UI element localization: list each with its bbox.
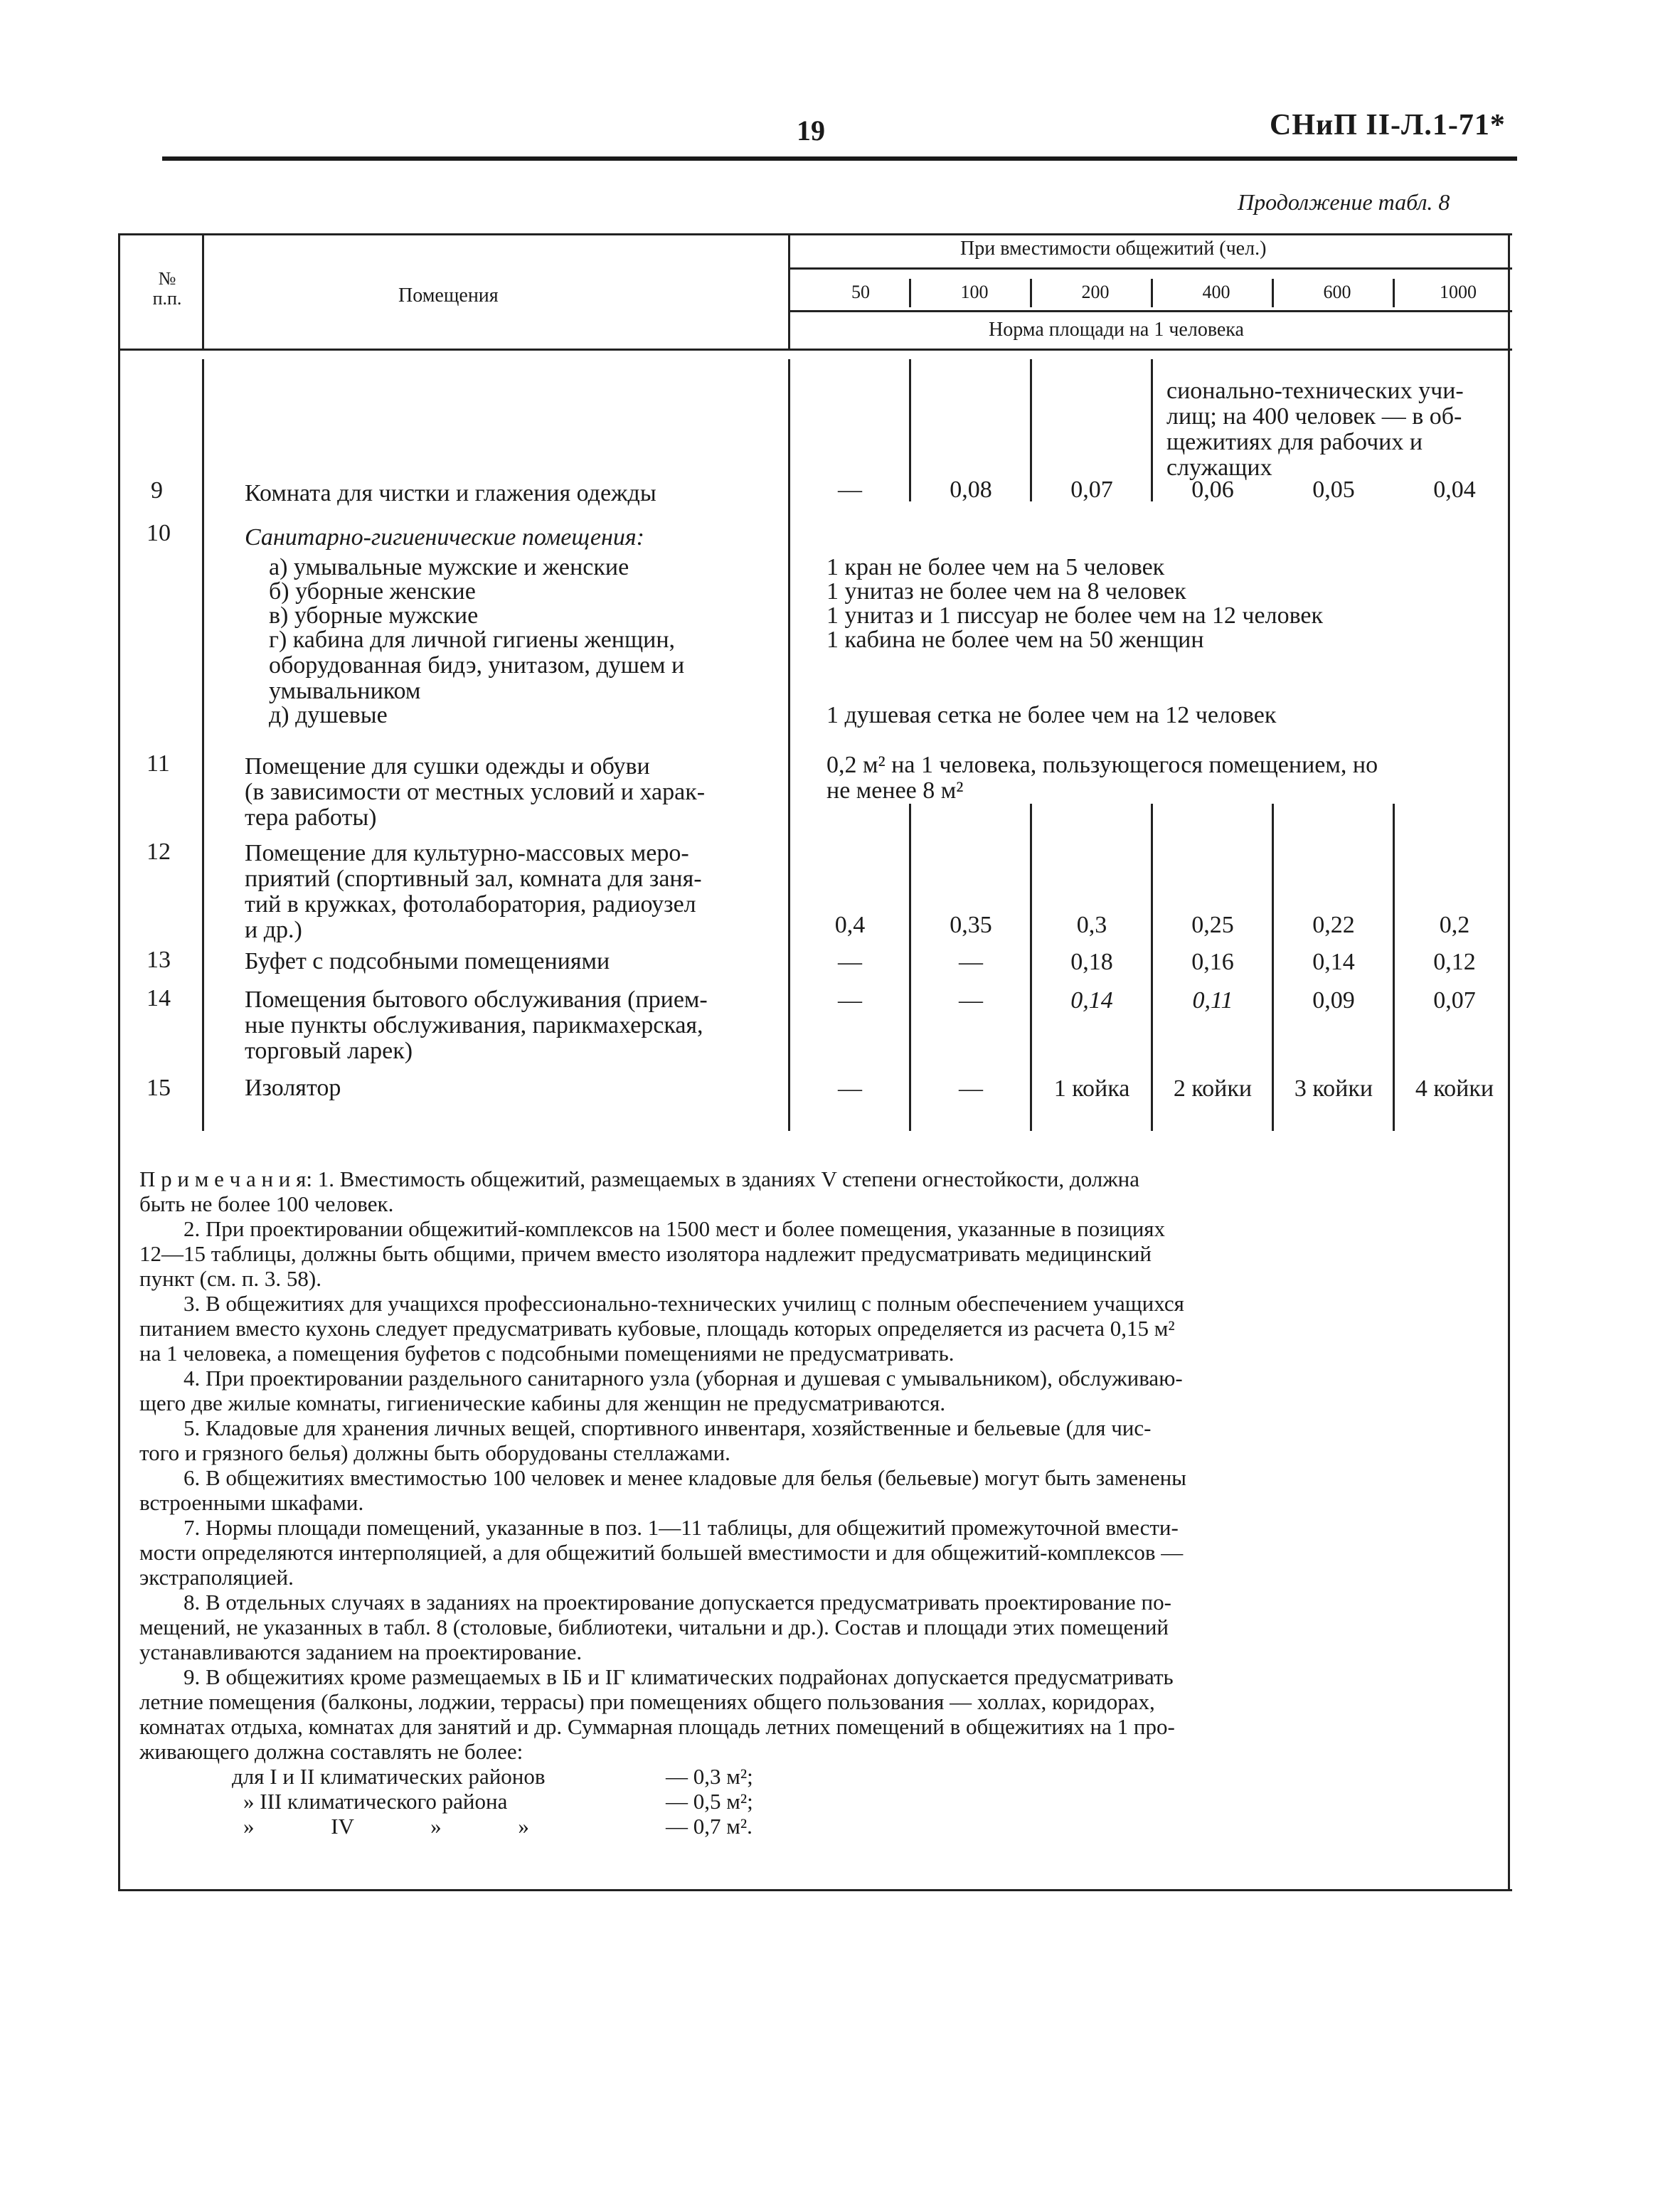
row-10a-norm: 1 кран не более чем на 5 человек: [826, 554, 1165, 580]
row-12-val-50: 0,4: [834, 912, 866, 938]
col-rooms-header: Помещения: [398, 285, 499, 307]
col-sep-num-head: [202, 235, 204, 349]
note-line: 2. При проектировании общежитий-комплексов на 1500 мест и более помещения, указанные в позициях: [184, 1216, 1166, 1241]
row-11-name: Помещение для сушки одежды и обуви (в зависимости от местных условий и харак- тера работы): [245, 753, 706, 831]
note-line: мости определяются интерполяцией, а для общежитий большей вместимости и для общежитий-комплексов —: [139, 1540, 1184, 1565]
note-line: экстраполяцией.: [139, 1565, 294, 1590]
row-13-val-100: —: [959, 949, 983, 975]
note-line: пункт (см. п. 3. 58).: [139, 1266, 321, 1291]
row-13-val-50: —: [838, 949, 862, 975]
note-line: живающего должна составлять не более:: [139, 1739, 523, 1764]
row-10-number: 10: [147, 520, 171, 546]
note-line: быть не более 100 человек.: [139, 1191, 394, 1216]
row-14-val-100: —: [959, 987, 983, 1014]
row-14-number: 14: [147, 985, 171, 1011]
row-15-number: 15: [147, 1075, 171, 1101]
note-line: того и грязного белья) должны быть оборудованы стеллажами.: [139, 1440, 730, 1465]
row-10d-label: г) кабина для личной гигиены женщин, оборудованная бидэ, унитазом, душем и умывальником: [269, 627, 685, 704]
row-14-val-200: 0,14: [1070, 987, 1113, 1014]
note-line: устанавливаются заданием на проектирование.: [139, 1639, 583, 1664]
row-15-val-100: —: [959, 1075, 983, 1102]
row-9-val-100: 0,08: [950, 477, 992, 503]
cap-sep-4: [1272, 279, 1274, 307]
carry-over-text: сионально-технических учи- лищ; на 400 человек — в об- щежитиях для рабочих и служащих: [1166, 378, 1464, 481]
row-10-name: Санитарно-гигиенические помещения:: [245, 524, 644, 551]
row-14-val-50: —: [838, 987, 862, 1014]
note-line: 4. При проектировании раздельного санитарного узла (уборная и душевая с умывальником), обслуживаю-: [184, 1366, 1183, 1391]
row-15-val-400: 2 койки: [1173, 1075, 1253, 1102]
row-14-name: Помещения бытового обслуживания (прием- ные пункты обслуживания, парикмахерская, торговый ларек): [245, 987, 708, 1064]
row-13-val-1000: 0,12: [1433, 949, 1476, 975]
note-line: на 1 человека, а помещения буфетов с подсобными помещениями не предусматривать.: [139, 1341, 955, 1366]
row-9-val-50: —: [838, 477, 862, 503]
col-sep-rooms: [788, 359, 790, 1131]
row-15-val-200: 1 койка: [1053, 1075, 1130, 1102]
cap-sep-3: [1151, 279, 1153, 307]
row-10c-norm: 1 унитаз и 1 писсуар не более чем на 12 человек: [826, 602, 1324, 629]
note-line: П р и м е ч а н и я: 1. Вместимость общежитий, размещаемых в зданиях V степени огнестойкости, должна: [139, 1166, 1140, 1191]
cap-sep-2: [1030, 279, 1032, 307]
row-9-val-600: 0,05: [1312, 477, 1355, 503]
row-10a-label: а) умывальные мужские и женские: [269, 554, 629, 580]
capacity-200: 200: [1081, 282, 1110, 302]
row-12-val-200: 0,3: [1076, 912, 1107, 938]
note-line: 6. В общежитиях вместимостью 100 человек и менее кладовые для белья (бельевые) могут быть заменены: [184, 1465, 1187, 1490]
note-line: питанием вместо кухонь следует предусматривать кубовые, площадь которых определяется из расчета 0,15 м²: [139, 1316, 1175, 1341]
header-rule: [162, 156, 1517, 161]
col-number-header: № п.п.: [152, 268, 182, 309]
col-sep-rooms-head: [788, 235, 790, 349]
capacity-50: 50: [851, 282, 870, 302]
row-14-val-1000: 0,07: [1433, 987, 1476, 1014]
row-13-number: 13: [147, 947, 171, 973]
row-12-number: 12: [147, 839, 171, 865]
row-15-name: Изолятор: [245, 1075, 341, 1101]
note-line: мещений, не указанных в табл. 8 (столовые, библиотеки, читальни и др.). Состав и площади этих помещений: [139, 1615, 1169, 1639]
row-10b-norm: 1 унитаз не более чем на 8 человек: [826, 578, 1186, 605]
row-10e-norm: 1 душевая сетка не более чем на 12 человек: [826, 702, 1277, 728]
row-9-name: Комната для чистки и глажения одежды: [245, 480, 656, 506]
cap-sep-5: [1393, 279, 1395, 307]
capacity-1000: 1000: [1440, 282, 1477, 302]
row-11-number: 11: [147, 750, 170, 777]
page-number: 19: [797, 115, 825, 147]
header-bottom-rule: [118, 349, 1512, 351]
row-9-number: 9: [151, 477, 163, 504]
note-line: 9. В общежитиях кроме размещаемых в IБ и IГ климатических подрайонах допускается предусматривать: [184, 1664, 1174, 1689]
climate-value: — 0,7 м².: [666, 1814, 753, 1839]
cap-sep-1: [909, 279, 911, 307]
row-12-val-100: 0,35: [950, 912, 992, 938]
note-line: 8. В отдельных случаях в заданиях на проектирование допускается предусматривать проектирование по-: [184, 1590, 1171, 1615]
row-10d-norm: 1 кабина не более чем на 50 женщин: [826, 627, 1204, 653]
note-line: встроенными шкафами.: [139, 1490, 364, 1515]
row-14-val-600: 0,09: [1312, 987, 1355, 1014]
climate-label: » IV » »: [243, 1814, 529, 1839]
row-12-val-400: 0,25: [1191, 912, 1234, 938]
row-12-val-600: 0,22: [1312, 912, 1355, 938]
capacity-header: При вместимости общежитий (чел.): [960, 238, 1267, 260]
note-line: щего две жилые комнаты, гигиенические кабины для женщин не предусматриваются.: [139, 1391, 946, 1415]
note-line: летние помещения (балконы, лоджии, террасы) при помещениях общего пользования — холлах, коридорах,: [139, 1689, 1155, 1714]
row-13-val-600: 0,14: [1312, 949, 1355, 975]
row-10c-label: в) уборные мужские: [269, 602, 479, 629]
row-9-val-400: 0,06: [1191, 477, 1234, 503]
capacity-600: 600: [1323, 282, 1351, 302]
col-sep-num: [202, 359, 204, 1131]
norm-header: Норма площади на 1 человека: [989, 319, 1244, 341]
row-9-val-1000: 0,04: [1433, 477, 1476, 503]
table-bottom-border: [118, 1889, 1512, 1891]
note-line: 3. В общежитиях для учащихся профессионально-технических училищ с полным обеспечением учащихся: [184, 1291, 1184, 1316]
climate-value: — 0,5 м²;: [666, 1789, 753, 1814]
row-15-val-50: —: [838, 1075, 862, 1102]
climate-label: для I и II климатических районов: [232, 1764, 546, 1789]
document-code: СНиП II-Л.1-71*: [1270, 109, 1506, 142]
table-left-border: [118, 233, 120, 1891]
table-continuation-label: Продолжение табл. 8: [1238, 189, 1450, 215]
note-line: 5. Кладовые для хранения личных вещей, спортивного инвентаря, хозяйственные и бельевые (для чис-: [184, 1415, 1152, 1440]
row-13-val-400: 0,16: [1191, 949, 1234, 975]
row-13-val-200: 0,18: [1070, 949, 1113, 975]
row-14-val-400: 0,11: [1192, 987, 1233, 1014]
row-11-norm: 0,2 м² на 1 человека, пользующегося помещением, но не менее 8 м²: [826, 752, 1378, 804]
row-15-val-600: 3 койки: [1294, 1075, 1373, 1102]
row-9-val-200: 0,07: [1070, 477, 1113, 503]
row-15-val-1000: 4 койки: [1415, 1075, 1494, 1102]
row-12-val-1000: 0,2: [1439, 912, 1470, 938]
capacity-header-rule: [790, 267, 1512, 270]
capacity-values-rule: [790, 310, 1512, 312]
capacity-400: 400: [1202, 282, 1230, 302]
climate-label: » III климатического района: [243, 1789, 508, 1814]
capacity-100: 100: [960, 282, 989, 302]
row-12-name: Помещение для культурно-массовых меро- приятий (спортивный зал, комната для заня- тий в кружках, фотолаборатория, радиоузел и др.): [245, 840, 702, 943]
row-13-name: Буфет с подсобными помещениями: [245, 948, 610, 974]
row-10b-label: б) уборные женские: [269, 578, 476, 605]
note-line: 12—15 таблицы, должны быть общими, причем вместо изолятора надлежит предусматривать медицинский: [139, 1241, 1152, 1266]
row-10e-label: д) душевые: [269, 702, 388, 728]
note-line: комнатах отдыха, комнатах для занятий и др. Суммарная площадь летних помещений в общежитиях на 1 про-: [139, 1714, 1175, 1739]
note-line: 7. Нормы площади помещений, указанные в поз. 1—11 таблицы, для общежитий промежуточной вмести-: [184, 1515, 1179, 1540]
table-top-border: [118, 233, 1512, 235]
climate-value: — 0,3 м²;: [666, 1764, 753, 1789]
